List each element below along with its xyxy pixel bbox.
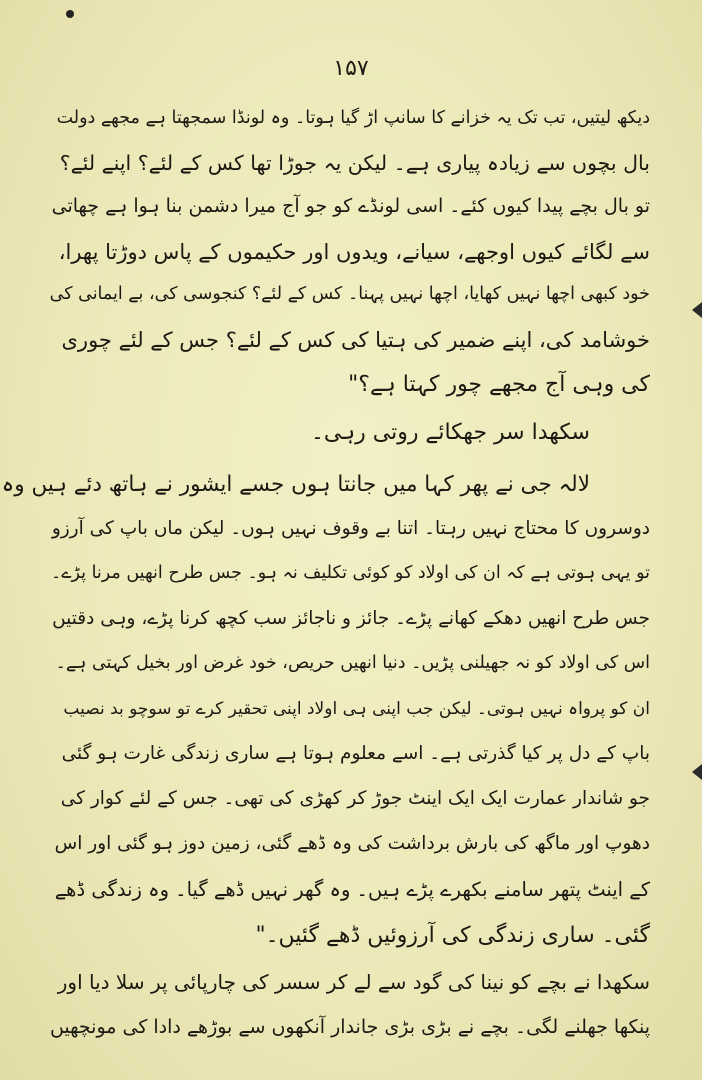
text-line: گئی۔ ساری زندگی کی آرزوئیں ڈھے گئیں۔" xyxy=(255,923,650,948)
page-edge-mark xyxy=(692,302,702,318)
text-line: دوسروں کا محتاج نہیں رہتا۔ اتنا بے وقوف نہیں ہوں۔ لیکن ماں باپ کی آرزو xyxy=(51,518,650,539)
text-line: لالہ جی نے پھر کہا میں جانتا ہوں جسے ایشور نے ہاتھ دئے ہیں وہ xyxy=(1,472,590,497)
text-line: کے اینٹ پتھر سامنے بکھرے پڑے ہیں۔ وہ گھر نہیں ڈھے گیا۔ وہ زندگی ڈھے xyxy=(54,878,650,901)
text-line: جو شاندار عمارت ایک ایک اینٹ جوڑ کر کھڑی کی تھی۔ جس کے لئے کوار کی xyxy=(60,788,650,809)
text-line: باپ کے دل پر کیا گذرتی ہے۔ اسے معلوم ہوتا ہے ساری زندگی غارت ہو گئی xyxy=(61,743,650,764)
text-line: سکھدا نے بچے کو نینا کی گود سے لے کر سسر کی چارپائی پر سلا دیا اور xyxy=(57,970,650,994)
text-line: اس کی اولاد کو نہ جھیلنی پڑیں۔ دنیا انھیں حریص، خود غرض اور بخیل کہتی ہے۔ xyxy=(55,653,650,673)
text-line: سکھدا سر جھکائے روتی رہی۔ xyxy=(311,420,590,445)
text-line: دیکھ لیتیں، تب تک یہ خزانے کا سانپ اڑ گیا ہوتا۔ وہ لونڈا سمجھتا ہے مجھے دولت xyxy=(56,108,650,128)
text-line: دھوپ اور ماگھ کی بارش برداشت کی وہ ڈھے گئی، زمین دوز ہو گئی اور اس xyxy=(54,833,650,854)
text-line: سے لگائے کیوں اوجھے، سیانے، ویدوں اور حکیموں کے پاس دوڑتا پھرا، xyxy=(58,240,650,264)
text-line: پنکھا جھلنے لگی۔ بچے نے بڑی بڑی جاندار آنکھوں سے بوڑھے دادا کی مونچھیں xyxy=(49,1016,650,1038)
text-line: تو یہی ہوتی ہے کہ ان کی اولاد کو کوئی تکلیف نہ ہو۔ جس طرح انھیں مرنا پڑے۔ xyxy=(50,563,650,583)
page-number: ۱۵۷ xyxy=(333,56,369,81)
ink-dot-mark xyxy=(66,10,74,18)
text-line: کی وہی آج مجھے چور کہتا ہے؟" xyxy=(348,372,650,397)
text-line: ان کو پرواہ نہیں ہوتی۔ لیکن جب اپنی ہی اولاد اپنی تحقیر کرے تو سوچو بد نصیب xyxy=(63,699,650,719)
text-line: بال بچوں سے زیادہ پیاری ہے۔ لیکن یہ جوڑا تھا کس کے لئے؟ اپنے لئے؟ xyxy=(59,151,650,175)
text-line: جس طرح انھیں دھکے کھانے پڑے۔ جائز و ناجائز سب کچھ کرنا پڑے، وہی دقتیں xyxy=(52,608,650,629)
text-line: تو بال بچے پیدا کیوں کئے۔ اسی لونڈے کو جو آج میرا دشمن بنا ہوا ہے چھاتی xyxy=(51,195,650,217)
page-edge-mark xyxy=(692,764,702,780)
text-line: خود کبھی اچھا نہیں کھایا، اچھا نہیں پہنا۔ کس کے لئے؟ کنجوسی کی، بے ایمانی کی xyxy=(49,284,650,304)
text-line: خوشامد کی، اپنے ضمیر کی ہتیا کی کس کے لئے؟ جس کے لئے چوری xyxy=(61,328,650,352)
